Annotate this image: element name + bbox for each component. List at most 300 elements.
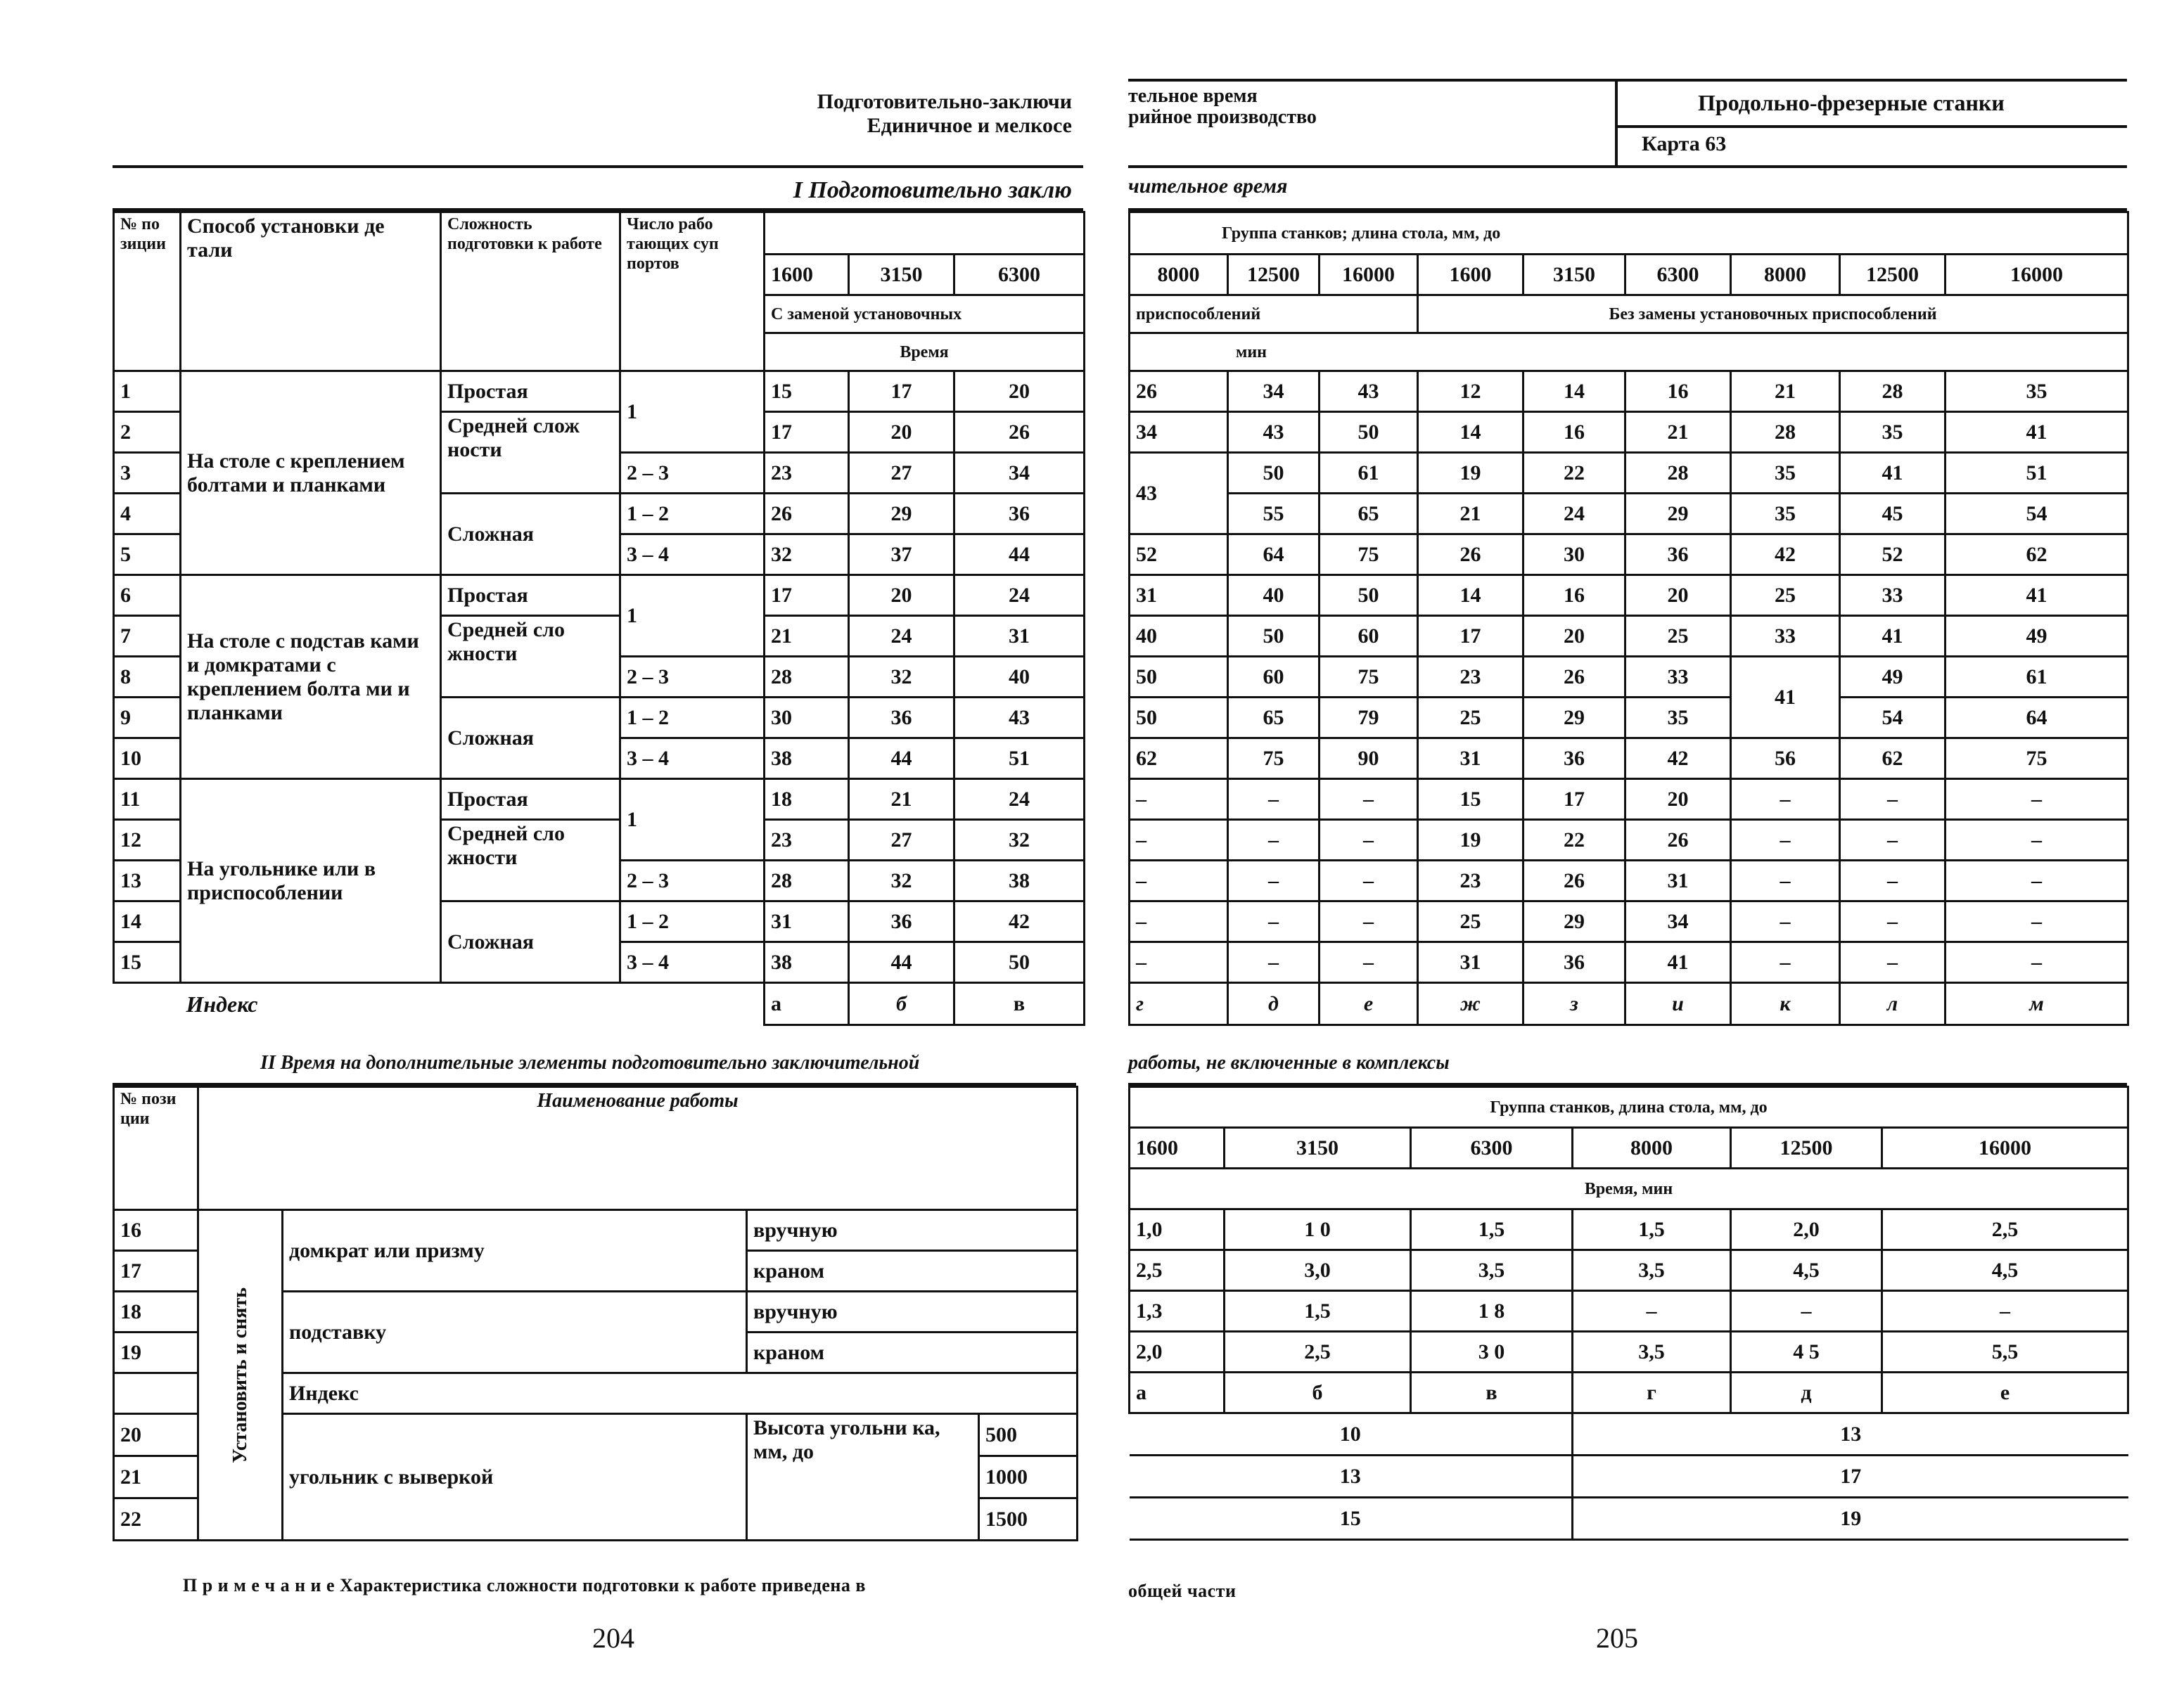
s2-row-number: 20 — [114, 1414, 198, 1456]
time-value: 65 — [1320, 494, 1418, 534]
section2-table-left — [113, 1086, 1078, 1541]
table-row — [1130, 494, 2128, 534]
s2-value: 3,0 — [1225, 1250, 1411, 1291]
time-value: 21 — [765, 616, 849, 657]
time-value: 26 — [1418, 534, 1523, 575]
s2-value: 2,5 — [1130, 1250, 1225, 1291]
s2-bottom-rows — [1130, 1413, 2128, 1540]
time-value: – — [1130, 820, 1228, 861]
time-value: – — [1228, 779, 1320, 820]
index-letter: б — [849, 983, 954, 1025]
time-value: 20 — [1625, 575, 1731, 616]
s2-value: 13 — [1130, 1456, 1573, 1498]
method-cell: На столе с креплением болтами и планками — [181, 371, 441, 575]
time-value: 41 — [1840, 616, 1946, 657]
time-value: 26 — [1523, 657, 1625, 698]
index-label: Индекс — [186, 991, 258, 1017]
table-row — [114, 779, 1085, 820]
s2-value: 1,5 — [1225, 1291, 1411, 1332]
time-value: 17 — [1418, 616, 1523, 657]
table-row — [114, 575, 1085, 616]
s2-pos-header: № пози ции — [114, 1087, 198, 1210]
divider — [1128, 165, 2127, 168]
time-value: 21 — [849, 779, 954, 820]
time-value: 35 — [1840, 412, 1946, 453]
time-value: 40 — [954, 657, 1085, 698]
table-row — [1130, 1291, 2128, 1332]
time-value: 43 — [1228, 412, 1320, 453]
length-header: 3150 — [849, 255, 954, 295]
time-value: 54 — [1840, 698, 1946, 738]
table-row — [114, 371, 1085, 412]
left-rows — [114, 371, 1085, 983]
s2-value: 3,5 — [1573, 1332, 1731, 1373]
time-value: 51 — [954, 738, 1085, 779]
s2-value: 1,5 — [1411, 1209, 1573, 1250]
time-value: 25 — [1625, 616, 1731, 657]
time-value: 21 — [1625, 412, 1731, 453]
time-value: 16 — [1523, 412, 1625, 453]
s2-value: 4,5 — [1731, 1250, 1882, 1291]
time-value: 22 — [1523, 820, 1625, 861]
time-value: 28 — [1731, 412, 1840, 453]
s2-row-number: 19 — [114, 1333, 198, 1373]
table-row — [1130, 779, 2128, 820]
time-value: 42 — [1731, 534, 1840, 575]
row-number: 14 — [114, 901, 181, 942]
time-value: 35 — [1625, 698, 1731, 738]
time-value: 31 — [1418, 738, 1523, 779]
time-value: 26 — [954, 412, 1085, 453]
table-row — [1130, 412, 2128, 453]
time-value: – — [1228, 901, 1320, 942]
s2-value: 4 5 — [1731, 1332, 1882, 1373]
table-row — [1130, 371, 2128, 412]
row-number: 7 — [114, 616, 181, 657]
time-value: 28 — [1840, 371, 1946, 412]
index-letter: д — [1228, 983, 1320, 1025]
s2-vertical-label: Установить и снять — [229, 1287, 251, 1463]
time-value: 50 — [1320, 412, 1418, 453]
s2-value: – — [1731, 1291, 1882, 1332]
table-row — [1130, 616, 2128, 657]
time-value: – — [1946, 942, 2128, 983]
time-value: 31 — [1130, 575, 1228, 616]
s2-value: 1 0 — [1225, 1209, 1411, 1250]
time-value: 65 — [1228, 698, 1320, 738]
complexity-cell: Простая — [441, 371, 620, 412]
row-number: 9 — [114, 698, 181, 738]
s2-value: 1,0 — [1130, 1209, 1225, 1250]
time-value: 30 — [765, 698, 849, 738]
time-value: – — [1840, 901, 1946, 942]
time-value: – — [1320, 779, 1418, 820]
time-value: 41 — [1731, 657, 1840, 738]
page-number-left: 204 — [592, 1622, 634, 1654]
time-value: 43 — [1130, 453, 1228, 534]
time-value: 41 — [1625, 942, 1731, 983]
s2-length-header: 1600 — [1130, 1128, 1225, 1169]
length-row — [1130, 255, 2128, 295]
time-value: 44 — [849, 942, 954, 983]
s2-length-header: 6300 — [1411, 1128, 1573, 1169]
s2-manual: вручную — [747, 1210, 1078, 1251]
table-row — [1130, 1332, 2128, 1373]
time-value: – — [1946, 779, 2128, 820]
s2-length-header: 16000 — [1882, 1128, 2128, 1169]
supports-cell: 1 — [620, 575, 765, 657]
section2-title: II Время на дополнительные элементы подготовительно заключительной — [260, 1052, 920, 1074]
time-value: 90 — [1320, 738, 1418, 779]
time-value: 50 — [1320, 575, 1418, 616]
time-value: 21 — [1418, 494, 1523, 534]
time-value: 34 — [954, 453, 1085, 494]
time-value: – — [1946, 861, 2128, 901]
complexity-cell: Сложная — [441, 901, 620, 983]
time-value: – — [1731, 820, 1840, 861]
s2-value: а — [1130, 1373, 1225, 1413]
table-row — [1130, 942, 2128, 983]
time-value: 32 — [954, 820, 1085, 861]
time-value: 20 — [1523, 616, 1625, 657]
length-header: 6300 — [1625, 255, 1731, 295]
right-header — [1128, 86, 1317, 128]
s2-value: б — [1225, 1373, 1411, 1413]
time-value: 49 — [1946, 616, 2128, 657]
section1-title-cont: чительное время — [1128, 174, 1288, 198]
time-value: 27 — [849, 453, 954, 494]
s2-rows — [1130, 1209, 2128, 1413]
time-value: 36 — [1523, 942, 1625, 983]
s2-vertical-cell — [198, 1210, 283, 1541]
time-value: 41 — [1840, 453, 1946, 494]
time-value: – — [1130, 942, 1228, 983]
s2-group-title: Группа станков, длина стола, мм, до — [1130, 1087, 2128, 1128]
s2-row-number: 16 — [114, 1210, 198, 1251]
section2-table-right — [1128, 1086, 2129, 1541]
table-row — [1130, 861, 2128, 901]
time-value: 32 — [765, 534, 849, 575]
time-value: 29 — [1523, 901, 1625, 942]
time-value: 24 — [954, 575, 1085, 616]
complexity-cell: Простая — [441, 779, 620, 820]
row-number: 1 — [114, 371, 181, 412]
time-value: – — [1228, 942, 1320, 983]
time-value: – — [1840, 942, 1946, 983]
row-number: 4 — [114, 494, 181, 534]
time-value: – — [1731, 942, 1840, 983]
row-number: 12 — [114, 820, 181, 861]
length-header: 1600 — [765, 255, 849, 295]
row-number: 6 — [114, 575, 181, 616]
row-number: 8 — [114, 657, 181, 698]
supports-cell: 3 – 4 — [620, 738, 765, 779]
s2-value: 4,5 — [1882, 1250, 2128, 1291]
time-value: 60 — [1228, 657, 1320, 698]
s2-height-label: Высота угольни ка, мм, до — [747, 1414, 979, 1541]
supports-cell: 1 — [620, 779, 765, 861]
time-value: 34 — [1625, 901, 1731, 942]
s2-height-value: 1000 — [979, 1456, 1078, 1498]
time-value: 50 — [1228, 616, 1320, 657]
s2-length-header: 12500 — [1731, 1128, 1882, 1169]
supports-cell: 2 – 3 — [620, 861, 765, 901]
time-value: – — [1840, 820, 1946, 861]
time-value: 50 — [1130, 657, 1228, 698]
time-value: 32 — [849, 861, 954, 901]
index-letter: г — [1130, 983, 1228, 1025]
s2-manual: вручную — [747, 1292, 1078, 1333]
s2-length-header: 3150 — [1225, 1128, 1411, 1169]
time-value: 62 — [1946, 534, 2128, 575]
s2-time-label: Время, мин — [1130, 1169, 2128, 1209]
s2-jack: домкрат или призму — [283, 1210, 747, 1292]
length-header: 16000 — [1946, 255, 2128, 295]
time-value: – — [1840, 861, 1946, 901]
time-value: 42 — [954, 901, 1085, 942]
time-value: 35 — [1946, 371, 2128, 412]
complexity-cell: Простая — [441, 575, 620, 616]
time-value: 14 — [1523, 371, 1625, 412]
with-replacement-cont: приспособлений — [1130, 295, 1418, 333]
time-header: Время — [765, 333, 1085, 371]
time-value: 29 — [849, 494, 954, 534]
right-title: Продольно-фрезерные станки — [1698, 90, 2005, 115]
right-page — [1086, 0, 2172, 1708]
without-replacement: Без замены установочных приспособлений — [1418, 295, 2128, 333]
time-value: 28 — [765, 657, 849, 698]
s2-value: 2,5 — [1225, 1332, 1411, 1373]
table-row — [1130, 1209, 2128, 1250]
time-value: 21 — [1731, 371, 1840, 412]
table-row — [1130, 820, 2128, 861]
time-value: 64 — [1228, 534, 1320, 575]
divider — [1615, 79, 1618, 166]
divider — [113, 165, 1083, 168]
time-value: – — [1731, 861, 1840, 901]
time-value: 35 — [1731, 453, 1840, 494]
time-value: 25 — [1418, 901, 1523, 942]
supports-cell: 1 – 2 — [620, 494, 765, 534]
time-value: 52 — [1130, 534, 1228, 575]
time-value: 23 — [765, 820, 849, 861]
length-header: 8000 — [1731, 255, 1840, 295]
s2-value: 19 — [1573, 1498, 2128, 1540]
time-value: 15 — [1418, 779, 1523, 820]
time-value: 15 — [765, 371, 849, 412]
table-row — [1130, 1498, 2128, 1540]
divider — [1618, 125, 2127, 128]
s2-value: 3 0 — [1411, 1332, 1573, 1373]
s2-name-header: Наименование работы — [198, 1087, 1078, 1210]
time-value: 37 — [849, 534, 954, 575]
time-value: 14 — [1418, 575, 1523, 616]
index-letter: м — [1946, 983, 2128, 1025]
complexity-cell: Сложная — [441, 494, 620, 575]
time-value: – — [1946, 901, 2128, 942]
time-value: 43 — [1320, 371, 1418, 412]
s2-row-number: 22 — [114, 1498, 198, 1541]
table-row — [1130, 1250, 2128, 1291]
s2-row-number: 18 — [114, 1292, 198, 1333]
time-value: 29 — [1625, 494, 1731, 534]
index-letter: и — [1625, 983, 1731, 1025]
time-value: 38 — [954, 861, 1085, 901]
col-method-header: Способ установки де тали — [181, 212, 441, 371]
time-value: 38 — [765, 738, 849, 779]
time-value: 33 — [1840, 575, 1946, 616]
s2-index-label: Индекс — [283, 1373, 1078, 1414]
right-header-line2: рийное производство — [1128, 106, 1317, 128]
time-value: 22 — [1523, 453, 1625, 494]
divider — [1128, 79, 2127, 82]
time-value: 26 — [765, 494, 849, 534]
index-empty — [114, 983, 181, 1025]
table-row — [1130, 698, 2128, 738]
index-letter: а — [765, 983, 849, 1025]
section2-title-cont: работы, не включенные в комплексы — [1128, 1052, 1450, 1074]
time-value: 27 — [849, 820, 954, 861]
time-value: 31 — [1418, 942, 1523, 983]
index-letter: з — [1523, 983, 1625, 1025]
table-row — [1130, 534, 2128, 575]
time-value: – — [1130, 901, 1228, 942]
col-pos-header: № по зиции — [114, 212, 181, 371]
time-value: – — [1320, 820, 1418, 861]
time-value: 36 — [849, 901, 954, 942]
s2-value: – — [1882, 1291, 2128, 1332]
min-label: мин — [1130, 333, 2128, 371]
s2-crane: краном — [747, 1251, 1078, 1292]
time-value: 17 — [1523, 779, 1625, 820]
s2-length-row — [1130, 1128, 2128, 1169]
time-value: 20 — [1625, 779, 1731, 820]
time-value: 45 — [1840, 494, 1946, 534]
time-value: 60 — [1320, 616, 1418, 657]
time-value: 23 — [1418, 861, 1523, 901]
row-number: 15 — [114, 942, 181, 983]
time-value: 54 — [1946, 494, 2128, 534]
time-value: 18 — [765, 779, 849, 820]
time-value: 31 — [1625, 861, 1731, 901]
index-letter: ж — [1418, 983, 1523, 1025]
time-value: 62 — [1130, 738, 1228, 779]
length-header: 1600 — [1418, 255, 1523, 295]
time-value: 40 — [1228, 575, 1320, 616]
time-value: – — [1228, 820, 1320, 861]
time-value: 20 — [954, 371, 1085, 412]
time-value: 25 — [1731, 575, 1840, 616]
time-value: 49 — [1840, 657, 1946, 698]
length-header: 3150 — [1523, 255, 1625, 295]
row-number: 3 — [114, 453, 181, 494]
note-cont: общей части — [1128, 1581, 1237, 1601]
time-value: 19 — [1418, 453, 1523, 494]
s2-value: 3,5 — [1411, 1250, 1573, 1291]
supports-cell: 2 – 3 — [620, 453, 765, 494]
time-value: – — [1946, 820, 2128, 861]
time-value: – — [1320, 861, 1418, 901]
complexity-cell: Сложная — [441, 698, 620, 779]
time-value: 20 — [849, 412, 954, 453]
table-row — [1130, 901, 2128, 942]
length-header: 6300 — [954, 255, 1085, 295]
time-value: – — [1840, 779, 1946, 820]
s2-value: 3,5 — [1573, 1250, 1731, 1291]
col-complexity-header: Сложность подготовки к работе — [441, 212, 620, 371]
index-letter: л — [1840, 983, 1946, 1025]
s2-height-value: 1500 — [979, 1498, 1078, 1541]
time-value: 51 — [1946, 453, 2128, 494]
time-value: 19 — [1418, 820, 1523, 861]
time-value: 33 — [1731, 616, 1840, 657]
s2-value: 1 8 — [1411, 1291, 1573, 1332]
s2-stand: подставку — [283, 1292, 747, 1373]
with-replacement-header: С заменой установочных — [765, 295, 1085, 333]
complexity-cell: Средней сло жности — [441, 616, 620, 698]
s2-value: – — [1573, 1291, 1731, 1332]
time-value: 23 — [1418, 657, 1523, 698]
s2-row-number: 21 — [114, 1456, 198, 1498]
time-value: 17 — [765, 575, 849, 616]
time-value: 30 — [1523, 534, 1625, 575]
right-header-line1: тельное время — [1128, 85, 1258, 107]
time-value: 24 — [1523, 494, 1625, 534]
right-rows — [1130, 371, 2128, 983]
time-value: 32 — [849, 657, 954, 698]
time-value: 31 — [765, 901, 849, 942]
complexity-cell: Средней сло жности — [441, 820, 620, 901]
time-value: 24 — [849, 616, 954, 657]
s2-value: 10 — [1130, 1413, 1573, 1456]
time-value: 64 — [1946, 698, 2128, 738]
time-value: 36 — [849, 698, 954, 738]
supports-cell: 1 – 2 — [620, 901, 765, 942]
time-value: – — [1320, 901, 1418, 942]
card-number: Карта 63 — [1642, 132, 1727, 155]
time-value: – — [1320, 942, 1418, 983]
time-value: 42 — [1625, 738, 1731, 779]
col-supports-header: Число рабо тающих суп портов — [620, 212, 765, 371]
time-value: 75 — [1228, 738, 1320, 779]
s2-value: 17 — [1573, 1456, 2128, 1498]
s2-value: 15 — [1130, 1498, 1573, 1540]
time-value: 50 — [1130, 698, 1228, 738]
s2-angle: угольник с выверкой — [283, 1414, 747, 1541]
section1-title: I Подготовительно заклю — [793, 177, 1072, 203]
s2-row-number: 17 — [114, 1251, 198, 1292]
table-row — [1130, 1413, 2128, 1456]
time-value: 56 — [1731, 738, 1840, 779]
s2-value: в — [1411, 1373, 1573, 1413]
supports-cell: 1 – 2 — [620, 698, 765, 738]
supports-cell: 2 – 3 — [620, 657, 765, 698]
time-value: 36 — [1523, 738, 1625, 779]
table-row — [1130, 453, 2128, 494]
s2-value: 2,0 — [1731, 1209, 1882, 1250]
time-value: 14 — [1418, 412, 1523, 453]
time-value: 26 — [1130, 371, 1228, 412]
index-letter: к — [1731, 983, 1840, 1025]
time-value: 61 — [1320, 453, 1418, 494]
s2-row-number-empty — [114, 1373, 198, 1414]
s2-value: 2,0 — [1130, 1332, 1225, 1373]
table-row — [1130, 738, 2128, 779]
left-header — [817, 90, 1072, 138]
supports-cell: 1 — [620, 371, 765, 453]
s2-value: д — [1731, 1373, 1882, 1413]
row-number: 13 — [114, 861, 181, 901]
